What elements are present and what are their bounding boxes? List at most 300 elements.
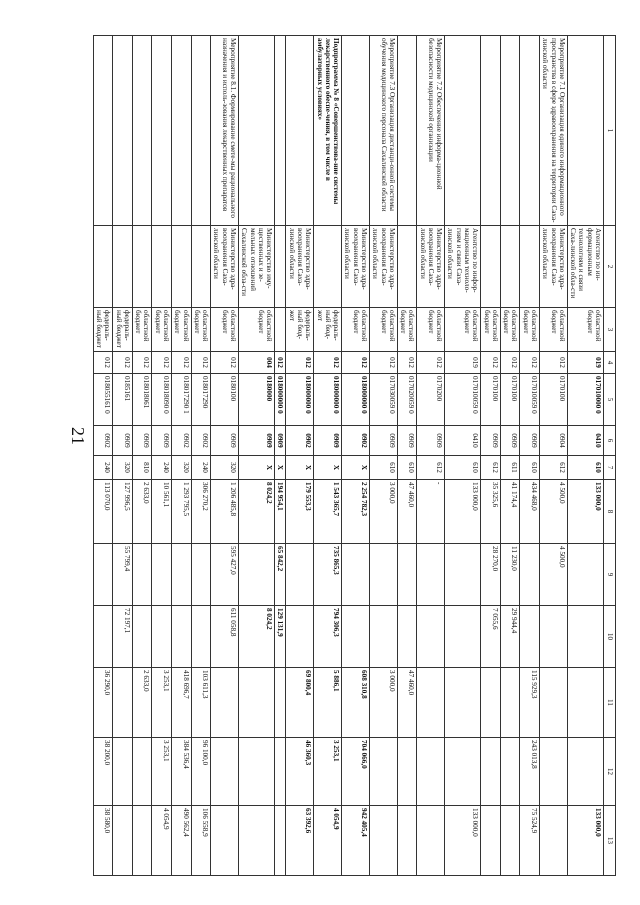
year-2016-cell xyxy=(445,668,481,738)
year-2014-cell: 28 270,0 xyxy=(481,544,501,606)
target-code-cell: 018055161 0 xyxy=(93,374,113,426)
year-2014-cell xyxy=(286,544,314,606)
executor-cell xyxy=(113,226,133,308)
expense-type-cell: Х xyxy=(275,456,286,480)
event-cell xyxy=(481,36,501,226)
column-header-3: 3 xyxy=(604,308,616,352)
funding-source-cell: областной бюджет xyxy=(445,308,481,352)
year-2018-cell xyxy=(211,806,239,876)
year-2018-cell: 63 392,6 xyxy=(286,806,314,876)
grbs-code-cell: 019 xyxy=(567,352,603,374)
event-cell xyxy=(445,36,481,226)
year-2017-cell xyxy=(567,738,603,806)
expense-type-cell: 320 xyxy=(172,456,192,480)
event-cell xyxy=(152,36,172,226)
column-header-9: 9 xyxy=(604,544,616,606)
executor-cell: Министерство здра-воохранения Саха-линской области xyxy=(417,226,445,308)
year-2018-cell: 75 524,9 xyxy=(520,806,540,876)
expense-type-cell: 240 xyxy=(93,456,113,480)
grbs-code-cell: 012 xyxy=(152,352,172,374)
grbs-code-cell: 012 xyxy=(481,352,501,374)
table-row xyxy=(417,36,445,876)
year-2015-cell xyxy=(540,606,568,668)
grbs-code-cell: 012 xyxy=(172,352,192,374)
funding-source-cell: областной бюджет xyxy=(369,308,397,352)
year-2018-cell xyxy=(481,806,501,876)
column-header-7: 7 xyxy=(604,456,616,480)
grbs-code-cell: 012 xyxy=(397,352,417,374)
event-cell xyxy=(286,36,314,226)
year-2017-cell xyxy=(481,738,501,806)
total-cell: - xyxy=(417,480,445,544)
section-code-cell: 0410 xyxy=(567,426,603,456)
section-code-cell: 0909 xyxy=(397,426,417,456)
section-code-cell: 0909 xyxy=(113,426,133,456)
table-frame xyxy=(96,35,616,875)
table-row xyxy=(286,36,314,876)
total-cell: 2 633,0 xyxy=(132,480,152,544)
column-header-12: 12 xyxy=(604,738,616,806)
grbs-code-cell: 019 xyxy=(445,352,481,374)
funding-source-cell: федераль-ный бюджет xyxy=(113,308,133,352)
target-code-cell: 018000000 0 xyxy=(275,374,286,426)
funding-source-cell: областной бюджет xyxy=(481,308,501,352)
year-2014-cell: 11 230,0 xyxy=(500,544,520,606)
year-2016-cell: 115 929,3 xyxy=(520,668,540,738)
expense-type-cell: 320 xyxy=(211,456,239,480)
funding-source-cell: областной бюджет xyxy=(417,308,445,352)
funding-source-cell: областной бюджет xyxy=(540,308,568,352)
table-row xyxy=(445,36,481,876)
section-code-cell: 0909 xyxy=(520,426,540,456)
executor-cell xyxy=(397,226,417,308)
section-code-cell: 0909 xyxy=(211,426,239,456)
table-row xyxy=(93,36,113,876)
expense-type-cell: Х xyxy=(314,456,342,480)
target-code-cell: 018018061 xyxy=(132,374,152,426)
column-header-5: 5 xyxy=(604,374,616,426)
section-code-cell: 0909 xyxy=(481,426,501,456)
year-2014-cell xyxy=(567,544,603,606)
year-2015-cell xyxy=(417,606,445,668)
year-2017-cell xyxy=(211,738,239,806)
year-2017-cell: 3 253,1 xyxy=(314,738,342,806)
year-2018-cell: 4 054,9 xyxy=(314,806,342,876)
target-code-cell: 018000000 0 xyxy=(286,374,314,426)
year-2017-cell: 38 200,0 xyxy=(93,738,113,806)
year-2014-cell xyxy=(369,544,397,606)
year-2016-cell xyxy=(481,668,501,738)
year-2015-cell xyxy=(520,606,540,668)
year-2016-cell xyxy=(417,668,445,738)
target-code-cell: 0170200 xyxy=(417,374,445,426)
year-2017-cell: 46 360,3 xyxy=(286,738,314,806)
executor-cell xyxy=(93,226,113,308)
year-2015-cell: 72 197,1 xyxy=(113,606,133,668)
year-2014-cell xyxy=(132,544,152,606)
year-2014-cell: 4 500,0 xyxy=(540,544,568,606)
event-cell xyxy=(172,36,192,226)
year-2015-cell xyxy=(286,606,314,668)
year-2016-cell: 47 460,0 xyxy=(397,668,417,738)
year-2017-cell: 704 066,0 xyxy=(342,738,370,806)
executor-cell: Министерство здра-воохранения Саха-линской области xyxy=(342,226,370,308)
event-cell: Мероприятие 7.2 Обеспечение информа-ционной безопасности медицинской организации xyxy=(417,36,445,226)
total-cell: 41 174,4 xyxy=(500,480,520,544)
year-2014-cell xyxy=(191,544,211,606)
column-header-13: 13 xyxy=(604,806,616,876)
year-2015-cell: 794 306,3 xyxy=(314,606,342,668)
table-row xyxy=(172,36,192,876)
executor-cell: Министерство здра-воохранения Саха-линской области xyxy=(211,226,239,308)
year-2016-cell xyxy=(540,668,568,738)
year-2018-cell xyxy=(113,806,133,876)
expense-type-cell: 240 xyxy=(191,456,211,480)
table-row xyxy=(540,36,568,876)
grbs-code-cell: 012 xyxy=(500,352,520,374)
executor-cell xyxy=(191,226,211,308)
year-2018-cell xyxy=(132,806,152,876)
year-2014-cell xyxy=(397,544,417,606)
year-2014-cell xyxy=(152,544,172,606)
total-cell: 10 561,1 xyxy=(152,480,172,544)
event-cell xyxy=(239,36,275,226)
year-2014-cell xyxy=(342,544,370,606)
expense-type-cell: 810 xyxy=(132,456,152,480)
event-cell: Подпрограмма № 8 «Совершенствова-ние системы лекарственного обеспе-чения, в том числе в амбулаторных условиях» xyxy=(314,36,342,226)
year-2015-cell xyxy=(191,606,211,668)
event-cell xyxy=(113,36,133,226)
section-code-cell: 0909 xyxy=(152,426,172,456)
year-2014-cell xyxy=(239,544,275,606)
year-2018-cell: 942 405,4 xyxy=(342,806,370,876)
executor-cell: Министерство иму-щественных и зе-мельных отношений Сахалинской обла-сти xyxy=(239,226,275,308)
grbs-code-cell: 012 xyxy=(211,352,239,374)
table-row xyxy=(113,36,133,876)
event-cell xyxy=(397,36,417,226)
target-code-cell: 017010059 0 xyxy=(445,374,481,426)
table-row xyxy=(211,36,239,876)
year-2015-cell xyxy=(397,606,417,668)
total-cell: 1 206 485,8 xyxy=(211,480,239,544)
event-cell: Мероприятие 8.1. Формирование смете-мы рационального назначения и исполь-зования лекарственных препаратов xyxy=(211,36,239,226)
year-2015-cell xyxy=(93,606,113,668)
target-code-cell: 018000000 0 xyxy=(342,374,370,426)
funding-source-cell: областной бюджет xyxy=(132,308,152,352)
section-code-cell: 0902 xyxy=(93,426,113,456)
year-2015-cell: 7 055,6 xyxy=(481,606,501,668)
year-2016-cell xyxy=(500,668,520,738)
page-number: 21 xyxy=(68,427,88,445)
funding-source-cell: областной бюджет xyxy=(211,308,239,352)
expense-type-cell: 240 xyxy=(152,456,172,480)
year-2016-cell xyxy=(113,668,133,738)
year-2017-cell: 243 013,8 xyxy=(520,738,540,806)
year-2017-cell xyxy=(500,738,520,806)
year-2014-cell xyxy=(93,544,113,606)
table-row xyxy=(500,36,520,876)
grbs-code-cell: 012 xyxy=(369,352,397,374)
column-header-6: 6 xyxy=(604,426,616,456)
year-2018-cell xyxy=(397,806,417,876)
year-2017-cell xyxy=(275,738,286,806)
year-2015-cell xyxy=(567,606,603,668)
target-code-cell: 0180100 xyxy=(211,374,239,426)
table-row xyxy=(275,36,286,876)
funding-source-cell: областной бюджет xyxy=(191,308,211,352)
budget-table xyxy=(93,35,616,876)
section-code-cell: 0902 xyxy=(342,426,370,456)
table-row xyxy=(152,36,172,876)
grbs-code-cell: 012 xyxy=(275,352,286,374)
year-2015-cell: 129 131,9 xyxy=(275,606,286,668)
year-2014-cell xyxy=(172,544,192,606)
year-2016-cell: 418 696,7 xyxy=(172,668,192,738)
executor-cell xyxy=(152,226,172,308)
total-cell: 127 996,5 xyxy=(113,480,133,544)
grbs-code-cell: 012 xyxy=(342,352,370,374)
target-code-cell: 017020059 0 xyxy=(397,374,417,426)
total-cell: 8 024,2 xyxy=(239,480,275,544)
year-2016-cell: 2 633,0 xyxy=(132,668,152,738)
total-cell: 1 543 365,7 xyxy=(314,480,342,544)
year-2015-cell xyxy=(342,606,370,668)
grbs-code-cell: 012 xyxy=(540,352,568,374)
funding-source-cell: федераль-ный бюд-жет xyxy=(314,308,342,352)
total-cell: 434 468,0 xyxy=(520,480,540,544)
year-2014-cell xyxy=(520,544,540,606)
target-code-cell: 017010059 0 xyxy=(520,374,540,426)
table-row xyxy=(191,36,211,876)
total-cell: 35 325,6 xyxy=(481,480,501,544)
total-cell: 3 000,0 xyxy=(369,480,397,544)
total-cell: 306 270,2 xyxy=(191,480,211,544)
year-2018-cell xyxy=(239,806,275,876)
year-2018-cell xyxy=(540,806,568,876)
event-cell xyxy=(191,36,211,226)
executor-cell xyxy=(314,226,342,308)
column-header-2: 2 xyxy=(604,226,616,308)
year-2017-cell: 96 100,0 xyxy=(191,738,211,806)
executor-cell: Министерство здра-воохранения Саха-линской области xyxy=(286,226,314,308)
event-cell xyxy=(342,36,370,226)
table-body xyxy=(93,36,603,876)
section-code-cell: 0410 xyxy=(445,426,481,456)
event-cell: Мероприятие 7.1 Организация единого информационного пространства в сфере здравоохранения на территории Саха-линской области xyxy=(540,36,568,226)
year-2016-cell xyxy=(239,668,275,738)
year-2015-cell: 29 944,4 xyxy=(500,606,520,668)
year-2018-cell xyxy=(275,806,286,876)
funding-source-cell: областной бюджет xyxy=(567,308,603,352)
year-2015-cell xyxy=(132,606,152,668)
target-code-cell: 018017290 1 xyxy=(172,374,192,426)
year-2017-cell: 384 536,4 xyxy=(172,738,192,806)
table-row xyxy=(397,36,417,876)
year-2017-cell xyxy=(239,738,275,806)
year-2017-cell xyxy=(445,738,481,806)
grbs-code-cell: 012 xyxy=(286,352,314,374)
year-2017-cell xyxy=(132,738,152,806)
column-header-4: 4 xyxy=(604,352,616,374)
column-header-10: 10 xyxy=(604,606,616,668)
year-2018-cell: 133 000,0 xyxy=(567,806,603,876)
year-2016-cell: 3 253,1 xyxy=(152,668,172,738)
year-2018-cell: 4 054,9 xyxy=(152,806,172,876)
expense-type-cell: 611 xyxy=(500,456,520,480)
year-2016-cell: 36 290,0 xyxy=(93,668,113,738)
funding-source-cell: областной бюджет xyxy=(239,308,275,352)
target-code-cell: 018018090 0 xyxy=(152,374,172,426)
section-code-cell: 0902 xyxy=(286,426,314,456)
year-2014-cell: 595 427,0 xyxy=(211,544,239,606)
section-code-cell: 0909 xyxy=(314,426,342,456)
grbs-code-cell: 012 xyxy=(93,352,113,374)
year-2017-cell xyxy=(417,738,445,806)
total-cell: 194 954,1 xyxy=(275,480,286,544)
column-header-8: 8 xyxy=(604,480,616,544)
total-cell: 47 460,0 xyxy=(397,480,417,544)
target-code-cell: 017010000 0 xyxy=(567,374,603,426)
section-code-cell: 0909 xyxy=(369,426,397,456)
year-2014-cell xyxy=(445,544,481,606)
target-code-cell: 018000000 0 xyxy=(314,374,342,426)
target-code-cell: 0185161 xyxy=(113,374,133,426)
header-row xyxy=(604,36,616,876)
year-2016-cell xyxy=(567,668,603,738)
event-cell xyxy=(275,36,286,226)
target-code-cell: 0170100 xyxy=(500,374,520,426)
year-2017-cell xyxy=(540,738,568,806)
year-2014-cell: 735 865,3 xyxy=(314,544,342,606)
event-cell xyxy=(132,36,152,226)
funding-source-cell: областной бюджет xyxy=(152,308,172,352)
total-cell: 133 000,0 xyxy=(445,480,481,544)
total-cell: 133 000,0 xyxy=(567,480,603,544)
column-header-11: 11 xyxy=(604,668,616,738)
executor-cell xyxy=(275,226,286,308)
funding-source-cell: областной бюджет xyxy=(500,308,520,352)
year-2018-cell: 38 580,0 xyxy=(93,806,113,876)
year-2015-cell xyxy=(152,606,172,668)
executor-cell xyxy=(481,226,501,308)
section-code-cell: 0902 xyxy=(172,426,192,456)
year-2015-cell: 611 058,8 xyxy=(211,606,239,668)
rotated-table-container xyxy=(96,35,616,875)
year-2014-cell: 55 799,4 xyxy=(113,544,133,606)
executor-cell: Министерство здра-воохранения Саха-линской области xyxy=(540,226,568,308)
event-cell xyxy=(567,36,603,226)
year-2017-cell xyxy=(113,738,133,806)
section-code-cell: 0904 xyxy=(540,426,568,456)
year-2015-cell xyxy=(172,606,192,668)
year-2015-cell: 8 024,2 xyxy=(239,606,275,668)
total-cell: 2 254 782,3 xyxy=(342,480,370,544)
table-row xyxy=(567,36,603,876)
year-2015-cell xyxy=(369,606,397,668)
grbs-code-cell: 012 xyxy=(314,352,342,374)
column-header-1: 1 xyxy=(604,36,616,226)
year-2014-cell: 65 842,2 xyxy=(275,544,286,606)
expense-type-cell: 610 xyxy=(567,456,603,480)
executor-cell xyxy=(172,226,192,308)
expense-type-cell: Х xyxy=(239,456,275,480)
table-row xyxy=(342,36,370,876)
grbs-code-cell: 012 xyxy=(113,352,133,374)
table-row xyxy=(314,36,342,876)
grbs-code-cell: 012 xyxy=(520,352,540,374)
expense-type-cell: 610 xyxy=(369,456,397,480)
expense-type-cell: 320 xyxy=(113,456,133,480)
expense-type-cell: 610 xyxy=(520,456,540,480)
expense-type-cell: 610 xyxy=(397,456,417,480)
year-2017-cell xyxy=(369,738,397,806)
year-2018-cell xyxy=(417,806,445,876)
year-2018-cell: 133 000,0 xyxy=(445,806,481,876)
event-cell xyxy=(520,36,540,226)
year-2018-cell xyxy=(369,806,397,876)
grbs-code-cell: 012 xyxy=(191,352,211,374)
section-code-cell: 0909 xyxy=(275,426,286,456)
year-2018-cell xyxy=(500,806,520,876)
grbs-code-cell: 004 xyxy=(239,352,275,374)
year-2016-cell: 69 800,4 xyxy=(286,668,314,738)
funding-source-cell: областной бюджет xyxy=(342,308,370,352)
table-row xyxy=(132,36,152,876)
funding-source-cell xyxy=(275,308,286,352)
total-cell: 179 553,3 xyxy=(286,480,314,544)
expense-type-cell: Х xyxy=(286,456,314,480)
table-row xyxy=(239,36,275,876)
executor-cell xyxy=(520,226,540,308)
funding-source-cell: областной бюджет xyxy=(520,308,540,352)
expense-type-cell: Х xyxy=(342,456,370,480)
year-2016-cell xyxy=(211,668,239,738)
year-2018-cell: 106 558,9 xyxy=(191,806,211,876)
executor-cell xyxy=(132,226,152,308)
event-cell xyxy=(93,36,113,226)
year-2017-cell xyxy=(397,738,417,806)
executor-cell: Министерство здра-воохранения Саха-линской области xyxy=(369,226,397,308)
year-2016-cell xyxy=(275,668,286,738)
total-cell: 1 293 795,5 xyxy=(172,480,192,544)
total-cell: 4 500,0 xyxy=(540,480,568,544)
year-2018-cell: 490 562,4 xyxy=(172,806,192,876)
expense-type-cell: 610 xyxy=(445,456,481,480)
expense-type-cell: 612 xyxy=(540,456,568,480)
target-code-cell: 0170100 xyxy=(481,374,501,426)
section-code-cell: 0909 xyxy=(500,426,520,456)
year-2016-cell: 5 886,1 xyxy=(314,668,342,738)
event-cell: Мероприятие 7.3 Организация дистанци-онной системы обучения медицинского персонала Сахалинской области xyxy=(369,36,397,226)
section-code-cell: 0909 xyxy=(239,426,275,456)
funding-source-cell: областной бюджет xyxy=(397,308,417,352)
executor-cell: Агентство по инфор-мационным техноло-гиям и связи Саха-линской области xyxy=(445,226,481,308)
year-2014-cell xyxy=(417,544,445,606)
target-code-cell: 0180000 xyxy=(239,374,275,426)
table-row xyxy=(481,36,501,876)
section-code-cell: 0909 xyxy=(417,426,445,456)
target-code-cell: 018017290 xyxy=(191,374,211,426)
event-cell xyxy=(500,36,520,226)
grbs-code-cell: 012 xyxy=(132,352,152,374)
section-code-cell: 0909 xyxy=(132,426,152,456)
funding-source-cell: федераль-ный бюд-жет xyxy=(286,308,314,352)
table-row xyxy=(369,36,397,876)
executor-cell xyxy=(500,226,520,308)
expense-type-cell: 612 xyxy=(481,456,501,480)
target-code-cell: 0170100 xyxy=(540,374,568,426)
total-cell: 113 070,0 xyxy=(93,480,113,544)
